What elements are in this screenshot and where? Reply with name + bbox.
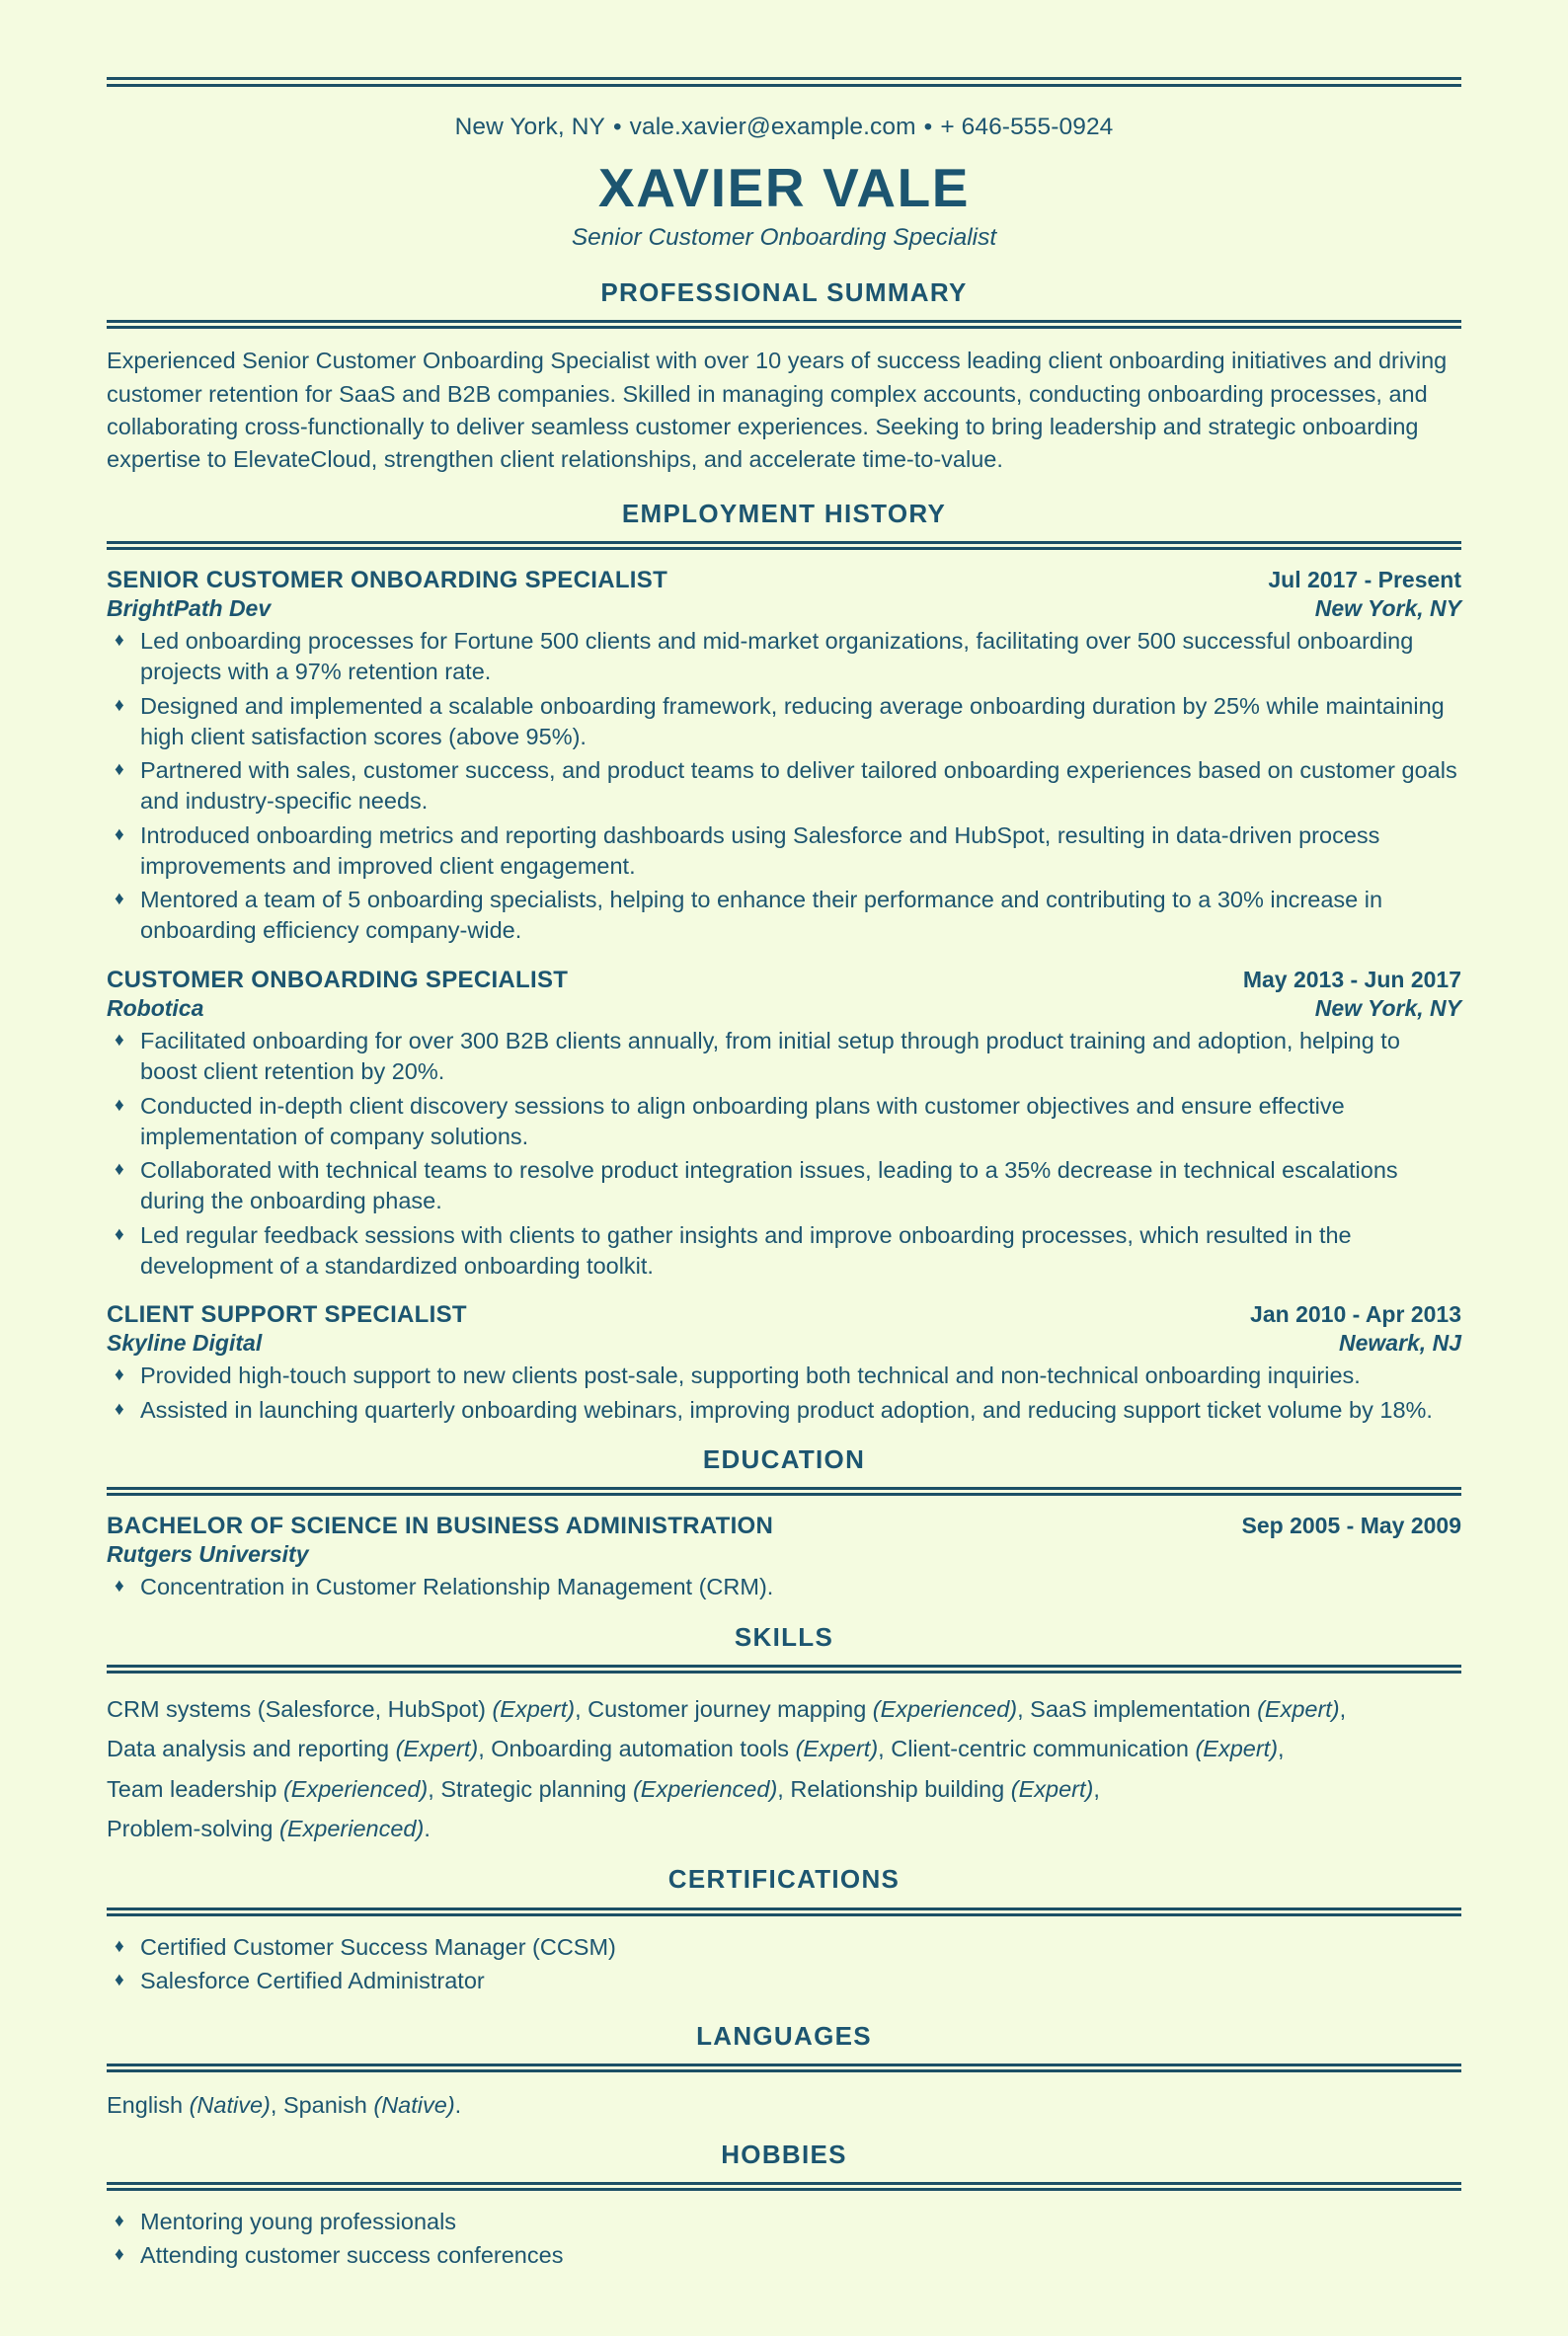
skill-separator: , bbox=[1093, 1775, 1100, 1802]
skill-separator: , bbox=[878, 1736, 892, 1762]
bullet-text: Assisted in launching quarterly onboarding webinars, improving product adoption, and reducing support ticket volume by 18%. bbox=[140, 1396, 1433, 1423]
entry-role-title: SENIOR CUSTOMER ONBOARDING SPECIALIST bbox=[107, 566, 668, 593]
skills-line bbox=[107, 1689, 1461, 1729]
employment-entry-list bbox=[107, 566, 1461, 1435]
skill-separator: , bbox=[777, 1775, 791, 1802]
diamond-bullet-icon: ♦ bbox=[115, 694, 124, 716]
candidate-headline: Senior Customer Onboarding Specialist bbox=[571, 223, 997, 251]
skills-line bbox=[107, 1769, 1461, 1809]
entry-bullet-list bbox=[107, 626, 1461, 947]
bullet-text: Led regular feedback sessions with clients to gather insights and improve onboarding processes, which resulted in the development of a standardized onboarding toolkit. bbox=[140, 1221, 1352, 1279]
bullet-item bbox=[107, 885, 1461, 947]
bullet-text: Salesforce Certified Administrator bbox=[140, 1967, 485, 1993]
bullet-text: Designed and implemented a scalable onboarding framework, reducing average onboarding duration by 25% while maintaining high client satisfaction scores (above 95%). bbox=[140, 692, 1445, 749]
skill-level: (Expert) bbox=[1195, 1736, 1279, 1762]
entry-header-row bbox=[107, 1300, 1461, 1329]
bullet-item bbox=[107, 1361, 1461, 1391]
language-name: Spanish bbox=[282, 2092, 374, 2119]
section-title-employment: EMPLOYMENT HISTORY bbox=[621, 498, 947, 528]
skill-separator: , bbox=[428, 1775, 441, 1802]
entry-subheader-row bbox=[107, 594, 1461, 622]
experience-entry bbox=[107, 566, 1461, 956]
entry-location: New York, NY bbox=[1314, 994, 1461, 1021]
bullet-text: Led onboarding processes for Fortune 500 clients and mid-market organizations, facilitating over 500 successful onboarding projects with a 97% retention rate. bbox=[140, 628, 1414, 685]
section-certifications bbox=[107, 1864, 1461, 2015]
bullet-text: Facilitated onboarding for over 300 B2B clients annually, from initial setup through product training and adoption, helping to boost client retention by 20%. bbox=[140, 1028, 1400, 1085]
section-education bbox=[107, 1444, 1461, 1612]
skill-name: Strategic planning bbox=[440, 1775, 633, 1802]
skill-name: Problem-solving bbox=[107, 1815, 280, 1841]
language-separator: . bbox=[454, 2092, 462, 2119]
summary-paragraph: Experienced Senior Customer Onboarding Specialist with over 10 years of success leading client onboarding initiatives and driving customer retention for SaaS and B2B companies. Skilled in managing complex accounts, conducting onboarding processes, and collaborating cross-functionally to deliver seamless customer experiences. Seeking to bring leadership and strategic onboarding expertise to ElevateCloud, strengthen client relationships, and accelerate time-to-value. bbox=[107, 348, 1448, 473]
section-title-education: EDUCATION bbox=[702, 1443, 866, 1474]
bullet-item bbox=[107, 1395, 1461, 1426]
section-title-skills: SKILLS bbox=[734, 1621, 834, 1652]
bullet-item bbox=[107, 1572, 1461, 1602]
diamond-bullet-icon: ♦ bbox=[115, 1969, 124, 1990]
contact-separator-1: • bbox=[612, 114, 622, 140]
skill-separator: , bbox=[1017, 1695, 1031, 1722]
entry-role-title: CLIENT SUPPORT SPECIALIST bbox=[107, 1301, 467, 1329]
entry-organization: BrightPath Dev bbox=[107, 595, 272, 622]
bullet-text: Certified Customer Success Manager (CCSM) bbox=[140, 1933, 616, 1960]
entry-spacer bbox=[107, 1606, 1461, 1612]
entry-role-title: CUSTOMER ONBOARDING SPECIALIST bbox=[107, 966, 569, 993]
entry-dates: Sep 2005 - May 2009 bbox=[1241, 1513, 1461, 1539]
section-rule-employment bbox=[107, 541, 1461, 550]
skill-level: (Expert) bbox=[492, 1695, 576, 1722]
bullet-item bbox=[107, 755, 1461, 818]
skills-list bbox=[107, 1689, 1461, 1849]
section-rule-hobbies bbox=[107, 2182, 1461, 2191]
entry-header-row bbox=[107, 566, 1461, 594]
diamond-bullet-icon: ♦ bbox=[115, 823, 124, 845]
section-rule-summary bbox=[107, 320, 1461, 329]
entry-subheader-row bbox=[107, 1329, 1461, 1357]
skill-separator: . bbox=[424, 1815, 431, 1841]
language-list bbox=[107, 2088, 1461, 2123]
entry-spacer bbox=[107, 1429, 1461, 1435]
diamond-bullet-icon: ♦ bbox=[115, 1398, 124, 1420]
candidate-name: XAVIER VALE bbox=[597, 157, 971, 219]
section-employment-history bbox=[107, 499, 1461, 1435]
section-languages bbox=[107, 2021, 1461, 2123]
bullet-item bbox=[107, 820, 1461, 883]
section-skills bbox=[107, 1622, 1461, 1849]
skill-name: Onboarding automation tools bbox=[491, 1736, 796, 1762]
certification-list bbox=[107, 1932, 1461, 1997]
section-title-summary: PROFESSIONAL SUMMARY bbox=[600, 277, 968, 308]
entry-header-row bbox=[107, 1512, 1461, 1540]
language-level: (Native) bbox=[189, 2092, 271, 2119]
skills-line bbox=[107, 1809, 1461, 1848]
skill-separator: , bbox=[1339, 1695, 1347, 1722]
section-title-hobbies: HOBBIES bbox=[721, 2139, 847, 2169]
entry-subheader-row bbox=[107, 1540, 1461, 1568]
bullet-text: Attending customer success conferences bbox=[140, 2241, 564, 2268]
diamond-bullet-icon: ♦ bbox=[115, 1094, 124, 1116]
hobby-list bbox=[107, 2207, 1461, 2272]
bullet-item bbox=[107, 1155, 1461, 1217]
skill-level: (Experienced) bbox=[872, 1695, 1018, 1722]
language-level: (Native) bbox=[373, 2092, 455, 2119]
experience-entry bbox=[107, 1512, 1461, 1612]
skill-separator: , bbox=[478, 1736, 492, 1762]
entry-spacer bbox=[107, 1285, 1461, 1290]
skill-level: (Expert) bbox=[1257, 1695, 1340, 1722]
entry-organization: Robotica bbox=[107, 994, 204, 1021]
section-professional-summary bbox=[107, 277, 1461, 477]
experience-entry bbox=[107, 966, 1461, 1290]
skill-level: (Experienced) bbox=[632, 1775, 778, 1802]
section-title-certifications: CERTIFICATIONS bbox=[667, 1864, 901, 1895]
skill-level: (Expert) bbox=[795, 1736, 879, 1762]
bullet-text: Conducted in-depth client discovery sessions to align onboarding plans with customer objectives and ensure effective implementation of company solutions. bbox=[140, 1092, 1345, 1149]
skill-name: Team leadership bbox=[107, 1775, 283, 1802]
entry-subheader-row bbox=[107, 994, 1461, 1022]
skill-name: Relationship building bbox=[790, 1775, 1011, 1802]
entry-spacer bbox=[107, 950, 1461, 956]
diamond-bullet-icon: ♦ bbox=[115, 759, 124, 781]
contact-separator-2: • bbox=[923, 114, 933, 140]
bullet-item bbox=[107, 1932, 1461, 1963]
skill-name: Data analysis and reporting bbox=[107, 1736, 396, 1762]
section-hobbies bbox=[107, 2140, 1461, 2272]
section-title-languages: LANGUAGES bbox=[696, 2021, 872, 2052]
skill-name: Client-centric communication bbox=[891, 1736, 1196, 1762]
skill-name: Customer journey mapping bbox=[588, 1695, 873, 1722]
diamond-bullet-icon: ♦ bbox=[115, 889, 124, 910]
language-name: English bbox=[107, 2092, 190, 2119]
bullet-item bbox=[107, 691, 1461, 753]
contact-phone[interactable]: + 646-555-0924 bbox=[940, 114, 1114, 140]
diamond-bullet-icon: ♦ bbox=[115, 1935, 124, 1957]
skill-level: (Experienced) bbox=[282, 1775, 429, 1802]
skill-level: (Expert) bbox=[1010, 1775, 1094, 1802]
bullet-item bbox=[107, 2207, 1461, 2237]
skill-name: CRM systems (Salesforce, HubSpot) bbox=[107, 1695, 493, 1722]
entry-location: New York, NY bbox=[1314, 595, 1461, 622]
diamond-bullet-icon: ♦ bbox=[115, 1223, 124, 1245]
bullet-text: Provided high-touch support to new clients post-sale, supporting both technical and non-technical onboarding inquiries. bbox=[140, 1363, 1361, 1389]
entry-degree-title: BACHELOR OF SCIENCE IN BUSINESS ADMINISTRATION bbox=[107, 1513, 774, 1540]
top-double-rule bbox=[107, 77, 1461, 87]
bullet-text: Partnered with sales, customer success, and product teams to deliver tailored onboarding experiences based on customer goals and industry-specific needs. bbox=[140, 757, 1457, 815]
entry-organization: Skyline Digital bbox=[107, 1330, 263, 1357]
diamond-bullet-icon: ♦ bbox=[115, 1030, 124, 1051]
entry-dates: May 2013 - Jun 2017 bbox=[1242, 966, 1461, 992]
section-rule-education bbox=[107, 1487, 1461, 1496]
skill-level: (Expert) bbox=[395, 1736, 479, 1762]
section-rule-languages bbox=[107, 2063, 1461, 2072]
skill-separator: , bbox=[1278, 1736, 1285, 1762]
diamond-bullet-icon: ♦ bbox=[115, 630, 124, 652]
bullet-text: Introduced onboarding metrics and reporting dashboards using Salesforce and HubSpot, resulting in data-driven process improvements and improved client engagement. bbox=[140, 821, 1380, 879]
diamond-bullet-icon: ♦ bbox=[115, 1364, 124, 1386]
bullet-text: Concentration in Customer Relationship Management (CRM). bbox=[140, 1574, 774, 1600]
entry-location: Newark, NJ bbox=[1338, 1330, 1461, 1357]
section-rule-skills bbox=[107, 1665, 1461, 1674]
skill-name: SaaS implementation bbox=[1030, 1695, 1258, 1722]
entry-bullet-list bbox=[107, 1026, 1461, 1282]
entry-header-row bbox=[107, 966, 1461, 994]
language-separator: , bbox=[270, 2092, 283, 2119]
bullet-item bbox=[107, 1026, 1461, 1088]
skill-level: (Experienced) bbox=[279, 1815, 425, 1841]
entry-dates: Jan 2010 - Apr 2013 bbox=[1250, 1301, 1461, 1328]
bullet-text: Mentored a team of 5 onboarding specialists, helping to enhance their performance and contributing to a 30% increase in onboarding efficiency company-wide. bbox=[140, 887, 1383, 944]
bullet-item bbox=[107, 1220, 1461, 1283]
contact-line bbox=[107, 113, 1461, 141]
bullet-item bbox=[107, 1091, 1461, 1153]
entry-bullet-list bbox=[107, 1361, 1461, 1426]
bullet-item bbox=[107, 2240, 1461, 2271]
skill-separator: , bbox=[575, 1695, 588, 1722]
bullet-text: Collaborated with technical teams to resolve product integration issues, leading to a 35% decrease in technical escalations during the onboarding phase. bbox=[140, 1157, 1398, 1214]
bullet-item bbox=[107, 626, 1461, 688]
skills-line bbox=[107, 1729, 1461, 1768]
contact-location: New York, NY bbox=[454, 114, 605, 140]
contact-email[interactable]: vale.xavier@example.com bbox=[629, 114, 916, 140]
entry-bullet-list bbox=[107, 1572, 1461, 1602]
education-entry-list bbox=[107, 1512, 1461, 1612]
diamond-bullet-icon: ♦ bbox=[115, 1159, 124, 1181]
diamond-bullet-icon: ♦ bbox=[115, 2243, 124, 2265]
entry-school: Rutgers University bbox=[107, 1541, 309, 1568]
entry-dates: Jul 2017 - Present bbox=[1268, 566, 1461, 592]
section-rule-certifications bbox=[107, 1908, 1461, 1916]
bullet-text: Mentoring young professionals bbox=[140, 2208, 457, 2234]
experience-entry bbox=[107, 1300, 1461, 1435]
bullet-item bbox=[107, 1966, 1461, 1996]
diamond-bullet-icon: ♦ bbox=[115, 1576, 124, 1597]
diamond-bullet-icon: ♦ bbox=[115, 2210, 124, 2231]
